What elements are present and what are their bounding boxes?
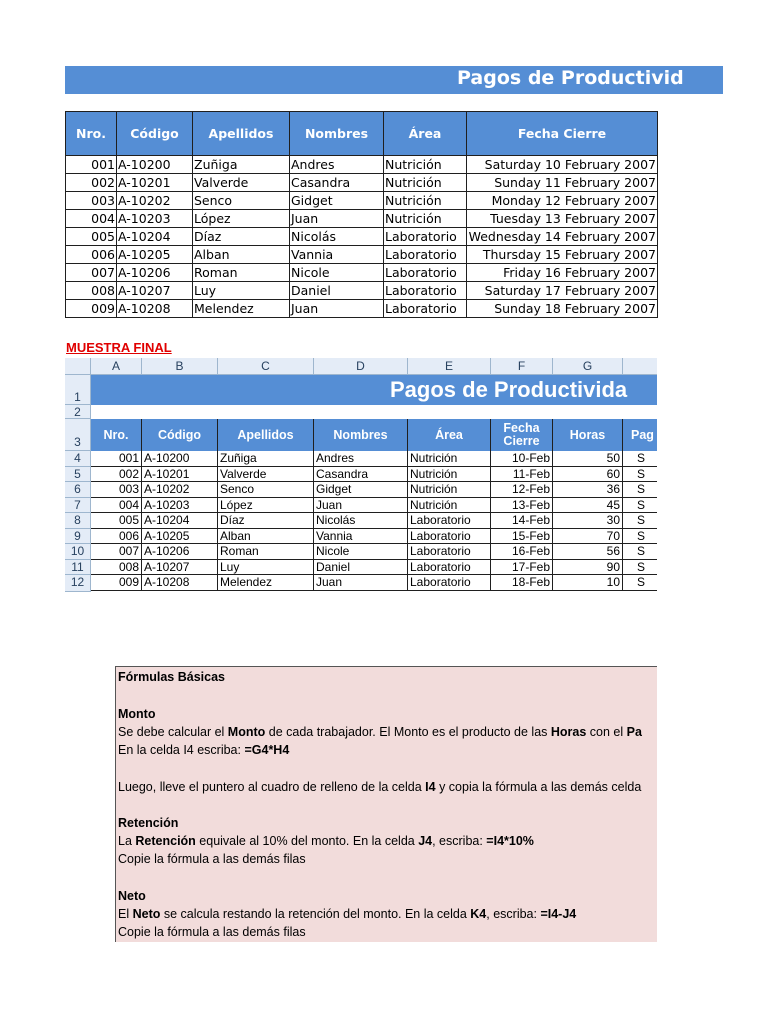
table-row xyxy=(66,264,658,282)
sheet-header-apellidos[interactable]: Apellidos xyxy=(218,419,314,451)
table-row xyxy=(66,246,658,264)
payments-table xyxy=(65,111,658,318)
row-header-6[interactable]: 6 xyxy=(65,482,91,498)
cell-nro[interactable]: 007 xyxy=(66,264,117,282)
header-nro: Nro. xyxy=(66,112,117,156)
title-banner xyxy=(65,66,723,94)
cell-nombres[interactable]: Nicole xyxy=(290,264,384,282)
sheet-cell-fecha[interactable]: 17-Feb xyxy=(491,560,553,576)
neto-title: Neto xyxy=(118,889,146,903)
cell-nro[interactable]: 008 xyxy=(66,282,117,300)
sheet-cell-area[interactable]: Nutrición xyxy=(408,451,491,467)
monto-line-2: En la celda I4 escriba: =G4*H4 xyxy=(118,743,290,757)
cell-codigo[interactable]: A-10204 xyxy=(117,228,193,246)
sheet-cell-apellidos[interactable]: Valverde xyxy=(218,467,314,483)
sheet-cell-horas[interactable]: 90 xyxy=(553,560,623,576)
cell-codigo[interactable]: A-10207 xyxy=(117,282,193,300)
cell-area[interactable]: Laboratorio xyxy=(384,300,467,318)
header-codigo: Código xyxy=(117,112,193,156)
cell-nro[interactable]: 001 xyxy=(66,156,117,174)
sheet-cell-pago[interactable]: S xyxy=(623,513,657,529)
cell-fecha[interactable]: Monday 12 February 2007 xyxy=(467,192,658,210)
cell-nombres[interactable]: Vannia xyxy=(290,246,384,264)
formulas-notes xyxy=(115,666,657,942)
sheet-cell-nro[interactable]: 003 xyxy=(91,482,142,498)
sheet-cell-codigo[interactable]: A-10202 xyxy=(142,482,218,498)
neto-line-1: El Neto se calcula restando la retención del monto. En la celda K4, escriba: =I4-J4 xyxy=(118,907,577,921)
row-header-12[interactable]: 12 xyxy=(65,575,91,592)
sheet-cell-pago[interactable]: S xyxy=(623,498,657,514)
sheet-cell-codigo[interactable]: A-10207 xyxy=(142,560,218,576)
table-row xyxy=(66,210,658,228)
cell-area[interactable]: Nutrición xyxy=(384,174,467,192)
row-header-10[interactable]: 10 xyxy=(65,544,91,560)
sheet-header-horas[interactable]: Horas xyxy=(553,419,623,451)
select-all-corner[interactable] xyxy=(65,358,91,375)
column-header-h[interactable] xyxy=(623,358,657,375)
cell-fecha[interactable]: Sunday 11 February 2007 xyxy=(467,174,658,192)
column-header-a[interactable]: A xyxy=(91,358,142,375)
table-row xyxy=(66,192,658,210)
cell-codigo[interactable]: A-10203 xyxy=(117,210,193,228)
sheet-cell-pago[interactable]: S xyxy=(623,467,657,483)
sheet-cell-nombres[interactable]: Juan xyxy=(314,575,408,591)
sheet-cell-codigo[interactable]: A-10203 xyxy=(142,498,218,514)
cell-codigo[interactable]: A-10206 xyxy=(117,264,193,282)
header-fecha-cierre: Fecha Cierre xyxy=(467,112,658,156)
header-area: Área xyxy=(384,112,467,156)
sheet-cell-area[interactable]: Laboratorio xyxy=(408,560,491,576)
cell-nro[interactable]: 003 xyxy=(66,192,117,210)
table-row xyxy=(66,300,658,318)
monto-line-3: Luego, lleve el puntero al cuadro de relleno de la celda I4 y copia la fórmula a las demás celda xyxy=(118,780,642,794)
table-header-row xyxy=(66,112,658,156)
cell-apellidos[interactable]: Senco xyxy=(193,192,290,210)
sheet-cell-fecha[interactable]: 12-Feb xyxy=(491,482,553,498)
header-nombres: Nombres xyxy=(290,112,384,156)
cell-fecha[interactable]: Thursday 15 February 2007 xyxy=(467,246,658,264)
row-header-11[interactable]: 11 xyxy=(65,560,91,576)
sheet-cell-nro[interactable]: 002 xyxy=(91,467,142,483)
sheet-cell-apellidos[interactable]: Alban xyxy=(218,529,314,545)
cell-apellidos[interactable]: Zuñiga xyxy=(193,156,290,174)
sheet-cell-codigo[interactable]: A-10205 xyxy=(142,529,218,545)
sheet-cell-area[interactable]: Nutrición xyxy=(408,498,491,514)
cell-codigo[interactable]: A-10200 xyxy=(117,156,193,174)
sheet-cell-area[interactable]: Laboratorio xyxy=(408,575,491,591)
sheet-cell-horas[interactable]: 50 xyxy=(553,451,623,467)
notes-heading: Fórmulas Básicas xyxy=(118,670,225,684)
cell-nombres[interactable]: Gidget xyxy=(290,192,384,210)
cell-apellidos[interactable]: Luy xyxy=(193,282,290,300)
sheet-cell-codigo[interactable]: A-10200 xyxy=(142,451,218,467)
neto-line-2: Copie la fórmula a las demás filas xyxy=(118,925,306,939)
row-header-2[interactable]: 2 xyxy=(65,405,91,419)
cell-codigo[interactable]: A-10202 xyxy=(117,192,193,210)
sheet-cell-fecha[interactable]: 10-Feb xyxy=(491,451,553,467)
sheet-cell-horas[interactable]: 60 xyxy=(553,467,623,483)
sheet-cell-nombres[interactable]: Juan xyxy=(314,498,408,514)
header-apellidos: Apellidos xyxy=(193,112,290,156)
sheet-header-codigo[interactable]: Código xyxy=(142,419,218,451)
sheet-cell-apellidos[interactable]: López xyxy=(218,498,314,514)
cell-codigo[interactable]: A-10208 xyxy=(117,300,193,318)
muestra-final-label: MUESTRA FINAL xyxy=(66,340,172,355)
sheet-cell-area[interactable]: Laboratorio xyxy=(408,544,491,560)
sheet-header-nro[interactable]: Nro. xyxy=(91,419,142,451)
sheet-cell-horas[interactable]: 70 xyxy=(553,529,623,545)
sheet-cell-horas[interactable]: 45 xyxy=(553,498,623,514)
sheet-cell-fecha[interactable]: 11-Feb xyxy=(491,467,553,483)
row-header-9[interactable]: 9 xyxy=(65,529,91,545)
cell-fecha[interactable]: Tuesday 13 February 2007 xyxy=(467,210,658,228)
cell-nro[interactable]: 004 xyxy=(66,210,117,228)
sheet-cell-pago[interactable]: S xyxy=(623,451,657,467)
monto-line-1: Se debe calcular el Monto de cada trabajador. El Monto es el producto de las Horas con el Pa xyxy=(118,725,642,739)
sheet-cell-fecha[interactable]: 15-Feb xyxy=(491,529,553,545)
sheet-cell-nombres[interactable]: Andres xyxy=(314,451,408,467)
sheet-cell-horas[interactable]: 56 xyxy=(553,544,623,560)
cell-nro[interactable]: 009 xyxy=(66,300,117,318)
sheet-cell-apellidos[interactable]: Roman xyxy=(218,544,314,560)
sheet-cell-codigo[interactable]: A-10208 xyxy=(142,575,218,591)
cell-area[interactable]: Nutrición xyxy=(384,156,467,174)
sheet-cell-apellidos[interactable]: Senco xyxy=(218,482,314,498)
sheet-cell-pago[interactable]: S xyxy=(623,482,657,498)
cell-area[interactable]: Nutrición xyxy=(384,210,467,228)
sheet-cell-nro[interactable]: 001 xyxy=(91,451,142,467)
table-row xyxy=(66,156,658,174)
retencion-line-1: La Retención equivale al 10% del monto. En la celda J4, escriba: =I4*10% xyxy=(118,834,534,848)
sheet-cell-nro[interactable]: 008 xyxy=(91,560,142,576)
sheet-cell-codigo[interactable]: A-10204 xyxy=(142,513,218,529)
row-header-5[interactable]: 5 xyxy=(65,467,91,483)
sheet-title[interactable]: Pagos de Productivida xyxy=(390,377,628,402)
sheet-cell-codigo[interactable]: A-10206 xyxy=(142,544,218,560)
cell-fecha[interactable]: Sunday 18 February 2007 xyxy=(467,300,658,318)
sheet-cell-pago[interactable]: S xyxy=(623,529,657,545)
row-header-1[interactable]: 1 xyxy=(65,375,91,405)
sheet-cell-nombres[interactable]: Gidget xyxy=(314,482,408,498)
sheet-cell-nro[interactable]: 006 xyxy=(91,529,142,545)
sheet-cell-nro[interactable]: 007 xyxy=(91,544,142,560)
sheet-cell-fecha[interactable]: 16-Feb xyxy=(491,544,553,560)
sheet-cell-nro[interactable]: 004 xyxy=(91,498,142,514)
sheet-cell-nombres[interactable]: Nicole xyxy=(314,544,408,560)
cell-nro[interactable]: 005 xyxy=(66,228,117,246)
sheet-cell-nombres[interactable]: Nicolás xyxy=(314,513,408,529)
cell-area[interactable]: Nutrición xyxy=(384,192,467,210)
sheet-cell-apellidos[interactable]: Melendez xyxy=(218,575,314,591)
sheet-cell-area[interactable]: Nutrición xyxy=(408,467,491,483)
cell-apellidos[interactable]: Melendez xyxy=(193,300,290,318)
retencion-title: Retención xyxy=(118,816,179,830)
sheet-cell-horas[interactable]: 10 xyxy=(553,575,623,591)
cell-apellidos[interactable]: López xyxy=(193,210,290,228)
column-header-f[interactable]: F xyxy=(491,358,553,375)
sheet-cell-horas[interactable]: 36 xyxy=(553,482,623,498)
cell-codigo[interactable]: A-10205 xyxy=(117,246,193,264)
monto-title: Monto xyxy=(118,707,156,721)
cell-area[interactable]: Laboratorio xyxy=(384,228,467,246)
cell-area[interactable]: Laboratorio xyxy=(384,246,467,264)
sheet-cell-horas[interactable]: 30 xyxy=(553,513,623,529)
cell-fecha[interactable]: Wednesday 14 February 2007 xyxy=(467,228,658,246)
sheet-header-nombres[interactable]: Nombres xyxy=(314,419,408,451)
cell-nombres[interactable]: Daniel xyxy=(290,282,384,300)
table-row xyxy=(66,228,658,246)
retencion-line-2: Copie la fórmula a las demás filas xyxy=(118,852,306,866)
cell-nombres[interactable]: Casandra xyxy=(290,174,384,192)
row-header-8[interactable]: 8 xyxy=(65,513,91,529)
sheet-cell-apellidos[interactable]: Zuñiga xyxy=(218,451,314,467)
sheet-cell-area[interactable]: Laboratorio xyxy=(408,529,491,545)
sheet-cell-nombres[interactable]: Vannia xyxy=(314,529,408,545)
sheet-cell-codigo[interactable]: A-10201 xyxy=(142,467,218,483)
sheet-cell-fecha[interactable]: 13-Feb xyxy=(491,498,553,514)
cell-apellidos[interactable]: Díaz xyxy=(193,228,290,246)
sheet-cell-pago[interactable]: S xyxy=(623,560,657,576)
row-header-4[interactable]: 4 xyxy=(65,451,91,467)
column-header-g[interactable]: G xyxy=(553,358,623,375)
cell-fecha[interactable]: Saturday 17 February 2007 xyxy=(467,282,658,300)
sheet-cell-pago[interactable]: S xyxy=(623,575,657,591)
cell-nro[interactable]: 006 xyxy=(66,246,117,264)
sheet-cell-nombres[interactable]: Casandra xyxy=(314,467,408,483)
sheet-cell-pago[interactable]: S xyxy=(623,544,657,560)
sheet-cell-nro[interactable]: 005 xyxy=(91,513,142,529)
sheet-header-area[interactable]: Área xyxy=(408,419,491,451)
sheet-header-fecha-cierre[interactable]: Fecha Cierre xyxy=(491,419,553,451)
sheet-cell-apellidos[interactable]: Luy xyxy=(218,560,314,576)
column-header-e[interactable]: E xyxy=(408,358,491,375)
cell-fecha[interactable]: Saturday 10 February 2007 xyxy=(467,156,658,174)
sheet-cell-fecha[interactable]: 18-Feb xyxy=(491,575,553,591)
cell-nombres[interactable]: Nicolás xyxy=(290,228,384,246)
table-row xyxy=(66,174,658,192)
table-row xyxy=(66,282,658,300)
page-title: Pagos de Productivid xyxy=(457,67,684,89)
cell-codigo[interactable]: A-10201 xyxy=(117,174,193,192)
sample-spreadsheet xyxy=(65,358,657,592)
cell-apellidos[interactable]: Roman xyxy=(193,264,290,282)
column-header-c[interactable]: C xyxy=(218,358,314,375)
sheet-cell-nro[interactable]: 009 xyxy=(91,575,142,591)
cell-nombres[interactable]: Juan xyxy=(290,300,384,318)
cell-area[interactable]: Laboratorio xyxy=(384,282,467,300)
sheet-cell-fecha[interactable]: 14-Feb xyxy=(491,513,553,529)
cell-area[interactable]: Laboratorio xyxy=(384,264,467,282)
sheet-cell-apellidos[interactable]: Díaz xyxy=(218,513,314,529)
row-header-7[interactable]: 7 xyxy=(65,498,91,514)
cell-nombres[interactable]: Juan xyxy=(290,210,384,228)
sheet-cell-nombres[interactable]: Daniel xyxy=(314,560,408,576)
sheet-cell-area[interactable]: Nutrición xyxy=(408,482,491,498)
cell-nro[interactable]: 002 xyxy=(66,174,117,192)
cell-apellidos[interactable]: Alban xyxy=(193,246,290,264)
column-header-d[interactable]: D xyxy=(314,358,408,375)
cell-nombres[interactable]: Andres xyxy=(290,156,384,174)
cell-apellidos[interactable]: Valverde xyxy=(193,174,290,192)
row-header-3[interactable]: 3 xyxy=(65,419,91,451)
column-header-b[interactable]: B xyxy=(142,358,218,375)
sheet-cell-area[interactable]: Laboratorio xyxy=(408,513,491,529)
cell-fecha[interactable]: Friday 16 February 2007 xyxy=(467,264,658,282)
sheet-header-pago[interactable]: Pag xyxy=(631,427,654,442)
